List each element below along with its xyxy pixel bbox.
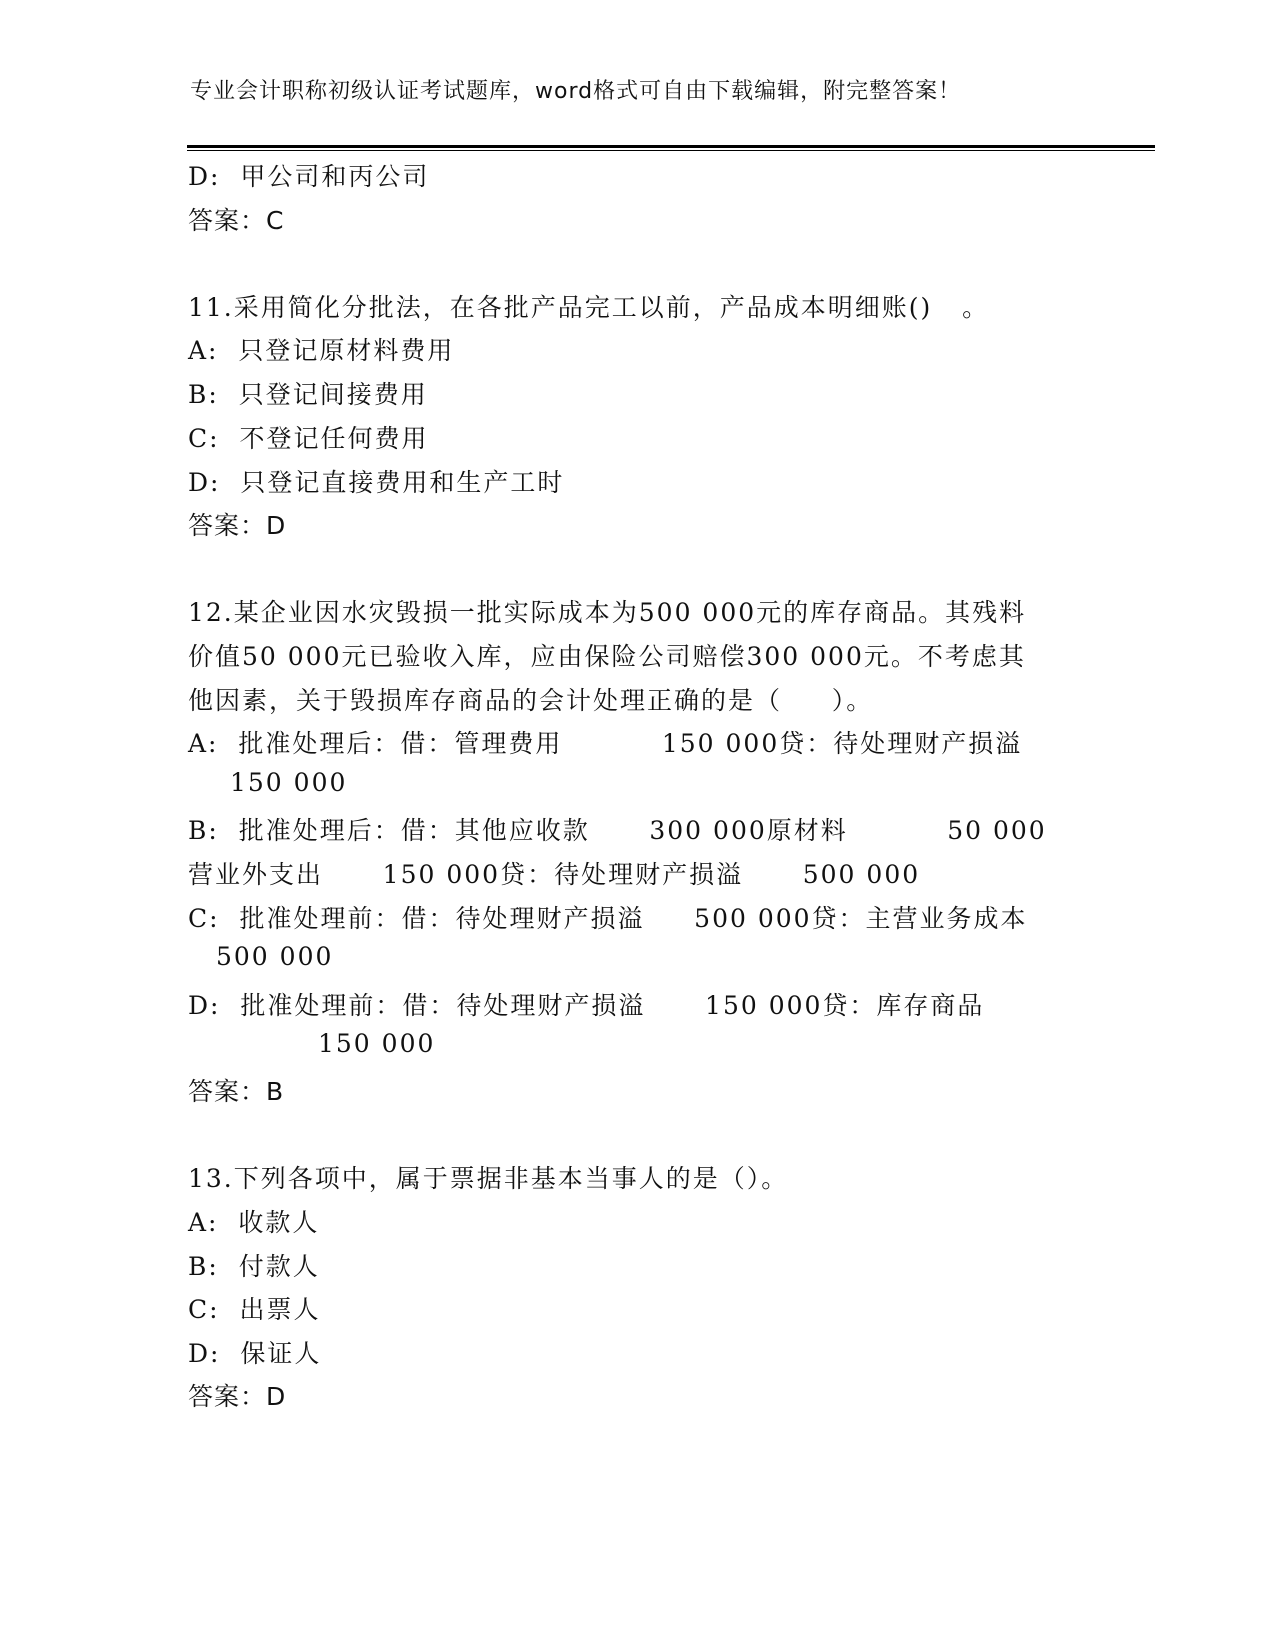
q12-option-d-line-1: D: 批准处理前：借：待处理财产损溢 150 000贷：库存商品	[188, 991, 985, 1020]
q12-stem-line-3: 他因素，关于毁损库存商品的会计处理正确的是（ ）。	[188, 686, 874, 715]
header-rule-thick	[187, 145, 1155, 148]
header-rule-thin	[187, 150, 1155, 151]
q13-option-d: D: 保证人	[188, 1339, 322, 1368]
q13-option-b: B: 付款人	[188, 1252, 320, 1281]
q12-option-c-line-1: C: 批准处理前：借：待处理财产损溢 500 000贷：主营业务成本	[188, 904, 1028, 933]
q12-option-b-line-2: 营业外支出 150 000贷：待处理财产损溢 500 000	[188, 860, 921, 889]
q11-option-b: B: 只登记间接费用	[188, 380, 428, 409]
prev-answer: 答案：C	[188, 206, 285, 235]
q12-option-b-line-1: B: 批准处理后：借：其他应收款 300 000原材料 50 000	[188, 816, 1047, 845]
q11-option-c: C: 不登记任何费用	[188, 424, 429, 453]
q11-option-a: A: 只登记原材料费用	[188, 336, 455, 365]
q11-stem: 11.采用简化分批法，在各批产品完工以前，产品成本明细账() 。	[188, 293, 990, 322]
q13-answer: 答案：D	[188, 1382, 287, 1411]
q13-option-c: C: 出票人	[188, 1295, 321, 1324]
q12-option-d-line-2: 150 000	[318, 1029, 436, 1058]
q13-option-a: A: 收款人	[188, 1208, 320, 1237]
q11-answer: 答案：D	[188, 511, 287, 540]
q12-answer: 答案：B	[188, 1077, 285, 1106]
prev-option-d: D: 甲公司和丙公司	[188, 162, 430, 191]
q12-option-c-line-2: 500 000	[216, 942, 334, 971]
q12-stem-line-1: 12.某企业因水灾毁损一批实际成本为500 000元的库存商品。其残料	[188, 598, 1027, 627]
page-header: 专业会计职称初级认证考试题库，word格式可自由下载编辑，附完整答案！	[190, 79, 962, 104]
q13-stem: 13.下列各项中，属于票据非基本当事人的是（）。	[188, 1164, 789, 1193]
q12-option-a-line-2: 150 000	[230, 768, 348, 797]
q12-option-a-line-1: A: 批准处理后：借：管理费用 150 000贷：待处理财产损溢	[188, 729, 1023, 758]
q12-stem-line-2: 价值50 000元已验收入库，应由保险公司赔偿300 000元。不考虑其	[188, 642, 1026, 671]
q11-option-d: D: 只登记直接费用和生产工时	[188, 468, 565, 497]
